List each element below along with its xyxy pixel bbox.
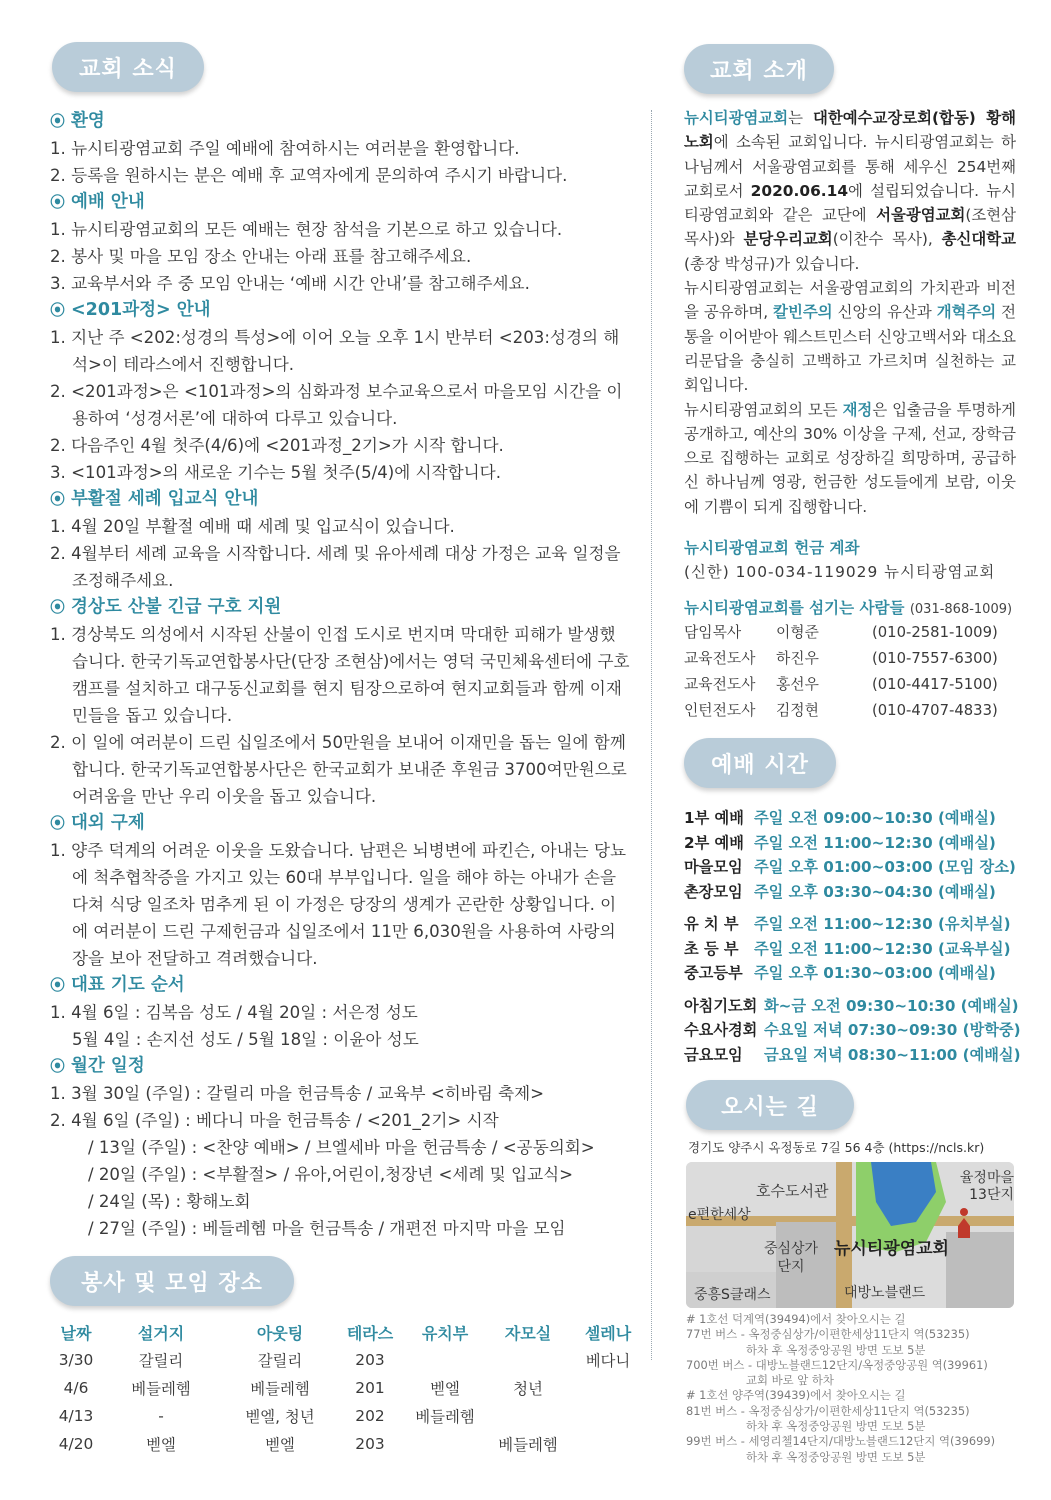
church-intro [684, 106, 1016, 519]
table-header: 아웃팅 [256, 1323, 304, 1343]
news-section-prayer: ⦿ 대표 기도 순서 [50, 975, 185, 995]
map-label: e편한세상 [688, 1207, 751, 1223]
news-item: 1. 경상북도 의성에서 시작된 산불이 인접 도시로 번지며 막대한 피해가 발생했습니다. 한국기독교연합봉사단(단장 조현삼)에서는 영덕 국민체육센터에 구호캠프를 설치하고 대구동신교회를 현지 팀장으로하여 현지교회들과 함께 이재민들을 돕고 있습니다. [50, 625, 630, 725]
service-table [50, 1318, 650, 1458]
staff-row: 교육전도사 홍선우 (010-4417-5100) [684, 676, 998, 693]
schedule-row: 아침기도회 화~금 오전 09:30~10:30 (예배실) [684, 996, 1019, 1015]
map-label: 호수도서관 [756, 1182, 829, 1200]
news-item: 2. 4월부터 세례 교육을 시작합니다. 세례 및 유아세례 대상 가정은 교육 일정을 조정해주세요. [50, 544, 621, 590]
schedule-row: 1부 예배 주일 오전 09:00~10:30 (예배실) [684, 809, 996, 827]
direction-line: 하차 후 옥정중앙공원 방면 도보 5분 [746, 1342, 926, 1357]
schedule-row: 촌장모임 주일 오후 03:30~04:30 (예배실) [684, 882, 996, 901]
news-section-charity: ⦿ 대외 구제 [50, 813, 145, 833]
bullet-icon: ⦿ [50, 1057, 66, 1075]
church-address: 경기도 양주시 옥정동로 7길 56 4층 (https://ncls.kr) [688, 1140, 985, 1155]
bullet-icon: ⦿ [50, 490, 66, 508]
location-map [686, 1162, 1014, 1308]
direction-line: 하차 후 옥정중앙공원 방면 도보 5분 [746, 1449, 926, 1464]
schedule-row: 초 등 부 주일 오전 11:00~12:30 (교육부실) [684, 939, 1011, 958]
news-section-course: ⦿ <201과정> 안내 [50, 300, 211, 320]
staff-row: 인턴전도사 김정현 (010-4707-4833) [684, 702, 998, 719]
staff-row: 담임목사 이형준 (010-2581-1009) [684, 624, 998, 641]
news-item: 2. <201과정>은 <101과정>의 심화과정 보수교육으로서 마을모임 시간을 이용하여 ‘성경서론’에 대하여 다루고 있습니다. [50, 382, 623, 428]
worship-schedule [684, 806, 1021, 1067]
worship-time-header: 예배 시간 [684, 738, 836, 788]
map-label: 중심상가 단지 [763, 1241, 819, 1275]
news-section-relief: ⦿ 경상도 산불 긴급 구호 지원 [50, 597, 282, 617]
table-header: 테라스 [346, 1323, 394, 1343]
account-number: (신한) 100-034-119029 뉴시티광염교회 [684, 563, 996, 581]
news-item: 2. 다음주인 4월 첫주(4/6)에 <201과정_2기>가 시작 합니다. [50, 436, 504, 455]
news-item: / 24일 (목) : 황해노회 [88, 1192, 251, 1211]
news-item: 1. 지난 주 <202:성경의 특성>에 이어 오늘 오후 1시 반부터 <203:성경의 해석>이 테라스에서 진행합니다. [50, 328, 620, 374]
schedule-row: 유 치 부 주일 오전 11:00~12:30 (유치부실) [684, 915, 1011, 933]
column-divider [651, 110, 652, 1360]
transit-directions [686, 1312, 995, 1465]
bullet-icon: ⦿ [50, 301, 66, 319]
direction-line: 교회 바로 앞 하차 [746, 1373, 834, 1388]
news-section-baptism: ⦿ 부활절 세례 입교식 안내 [50, 489, 259, 509]
table-header: 날짜 [60, 1323, 92, 1343]
news-item: / 27일 (주일) : 베들레헴 마을 헌금특송 / 개편전 마지막 마을 모임 [88, 1219, 566, 1238]
table-header: 유치부 [421, 1323, 469, 1343]
direction-line: 99번 버스 - 세영리첼14단지/대방노블랜드12단지 역(39699) [686, 1434, 996, 1449]
intro-paragraph: 뉴시티광염교회는 대한예수교장로회(합동) 황해노회에 소속된 교회입니다. 뉴시티광염교회는 하나님께서 서울광염교회를 통해 세우신 254번째 교회로서 2020.06.14에 설립되었습니다. 뉴시티광염교회와 같은 교단에 서울광염교회(조현삼 목사)와 분당우리교회(이찬수 목사), 총신대학교(총장 박성규)가 있습니다. [684, 109, 1016, 273]
intro-header: 교회 소개 [684, 44, 834, 94]
news-item: 1. 4월 20일 부활절 예배 때 세례 및 입교식이 있습니다. [50, 517, 455, 536]
news-item: 2. 4월 6일 (주일) : 베다니 마을 헌금특송 / <201_2기> 시작 [50, 1111, 499, 1130]
table-header: 설거지 [137, 1323, 185, 1343]
schedule-row: 마을모임 주일 오후 01:00~03:00 (모임 장소) [684, 858, 1016, 876]
map-label: 중흥S클래스 [694, 1287, 771, 1303]
direction-line: 하차 후 옥정중앙공원 방면 도보 5분 [746, 1419, 926, 1434]
map-label: 대방노블랜드 [844, 1285, 926, 1301]
table-row: 4/20 벧엘 벧엘 203 베들레헴 [58, 1435, 558, 1454]
news-item: 3. 교육부서와 주 중 모임 안내는 ‘예배 시간 안내’를 참고해주세요. [50, 274, 530, 293]
table-row: 4/6 베들레헴 베들레헴 201 벧엘 청년 [63, 1379, 543, 1398]
news-section-monthly: ⦿ 월간 일정 [50, 1056, 145, 1076]
news-item: 1. 뉴시티광염교회의 모든 예배는 현장 참석을 기본으로 하고 있습니다. [50, 220, 563, 239]
account-title: 뉴시티광염교회 헌금 계좌 [684, 539, 860, 557]
schedule-row: 수요사경회 수요일 저녁 07:30~09:30 (방학중) [684, 1021, 1021, 1039]
news-item: 2. 등록을 원하시는 분은 예배 후 교역자에게 문의하여 주시기 바랍니다. [50, 166, 568, 185]
news-item: 5월 4일 : 손지선 성도 / 5월 18일 : 이윤아 성도 [72, 1030, 419, 1049]
direction-line: # 1호선 양주역(39439)에서 찾아오시는 길 [686, 1388, 906, 1403]
table-row: 4/13 - 벧엘, 청년 202 베들레헴 [58, 1407, 475, 1426]
directions-header: 오시는 길 [686, 1080, 854, 1130]
news-item: / 20일 (주일) : <부활절> / 유아,어린이,청장년 <세례 및 입교식> [88, 1165, 574, 1184]
staff-list [684, 620, 998, 724]
bullet-icon: ⦿ [50, 112, 66, 130]
news-item: 2. 이 일에 여러분이 드린 십일조에서 50만원을 보내어 이재민을 돕는 일에 함께합니다. 한국기독교연합봉사단은 한국교회가 보내준 후원금 3700여만원으로 어려움을 만난 우리 이웃을 돕고 있습니다. [50, 733, 627, 806]
news-item: 2. 봉사 및 마을 모임 장소 안내는 아래 표를 참고해주세요. [50, 247, 472, 266]
service-place-header: 봉사 및 모임 장소 [50, 1256, 294, 1306]
direction-line: 700번 버스 - 대방노블랜드12단지/옥정중앙공원 역(39961) [686, 1357, 988, 1372]
staff-title: 뉴시티광염교회를 섬기는 사람들 (031-868-1009) [684, 599, 1013, 617]
map-label: 뉴시티광염교회 [834, 1239, 949, 1259]
news-header: 교회 소식 [52, 42, 204, 92]
church-news [50, 108, 630, 1242]
news-item: 3. <101과정>의 새로운 기수는 5월 첫주(5/4)에 시작합니다. [50, 463, 501, 482]
bullet-icon: ⦿ [50, 193, 66, 211]
direction-line: 81번 버스 - 옥정중심상가/이편한세상11단지 역(53235) [686, 1403, 970, 1418]
schedule-row: 2부 예배 주일 오전 11:00~12:30 (예배실) [684, 833, 996, 852]
schedule-row: 금요모임 금요일 저녁 08:30~11:00 (예배실) [684, 1045, 1021, 1064]
table-header: 자모실 [504, 1323, 552, 1343]
staff-row: 교육전도사 하진우 (010-7557-6300) [684, 650, 998, 667]
news-item: 1. 4월 6일 : 김복음 성도 / 4월 20일 : 서은정 성도 [50, 1003, 418, 1022]
news-item: 1. 3월 30일 (주일) : 갈릴리 마을 헌금특송 / 교육부 <히바림 축제> [50, 1084, 545, 1103]
news-item: / 13일 (주일) : <찬양 예배> / 브엘세바 마을 헌금특송 / <공동의회> [88, 1138, 595, 1157]
intro-paragraph: 뉴시티광염교회의 모든 재정은 입출금을 투명하게 공개하고, 예산의 30% 이상을 구제, 선교, 장학금으로 집행하는 교회로 성장하길 희망하며, 공급하신 하나님께 영광, 헌금한 성도들에게 보람, 이웃에 기쁨이 되게 집행합니다. [684, 400, 1016, 516]
bullet-icon: ⦿ [50, 598, 66, 616]
table-header: 셀레나 [584, 1323, 632, 1343]
direction-line: # 1호선 덕계역(39494)에서 찾아오시는 길 [686, 1312, 906, 1326]
news-item: 1. 양주 덕계의 어려운 이웃을 도왔습니다. 남편은 뇌병변에 파킨슨, 아내는 당뇨에 척추협착증을 가지고 있는 60대 부부입니다. 일을 해야 하는 아내가 손을 다쳐 식당 일조차 멈추게 된 이 가정은 당장의 생계가 곤란한 상황입니다. 이에 여러분이 드린 구제헌금과 십일조에서 11만 6,030원을 사용하여 사랑의 장을 보아 전달하고 격려했습니다. [50, 841, 627, 968]
news-item: 1. 뉴시티광염교회 주일 예배에 참여하시는 여러분을 환영합니다. [50, 139, 520, 158]
bullet-icon: ⦿ [50, 814, 66, 832]
bullet-icon: ⦿ [50, 976, 66, 994]
news-section-welcome: ⦿ 환영 [50, 111, 105, 131]
intro-paragraph: 뉴시티광염교회는 서울광염교회의 가치관과 비전을 공유하며, 칼빈주의 신앙의 유산과 개혁주의 전통을 이어받아 웨스트민스터 신앙고백서와 대소요리문답을 충실히 고백하고 가르치며 실천하는 교회입니다. [684, 279, 1016, 395]
table-header-row [50, 1318, 650, 1346]
news-section-worship: ⦿ 예배 안내 [50, 192, 145, 212]
table-row: 3/30 갈릴리 갈릴리 203 베다니 [58, 1351, 631, 1370]
map-label: 율정마을 13단지 [959, 1170, 1014, 1203]
direction-line: 77번 버스 - 옥정중심상가/이편한세상11단지 역(53235) [686, 1327, 970, 1342]
schedule-row: 중고등부 주일 오후 01:30~03:00 (예배실) [684, 964, 996, 982]
